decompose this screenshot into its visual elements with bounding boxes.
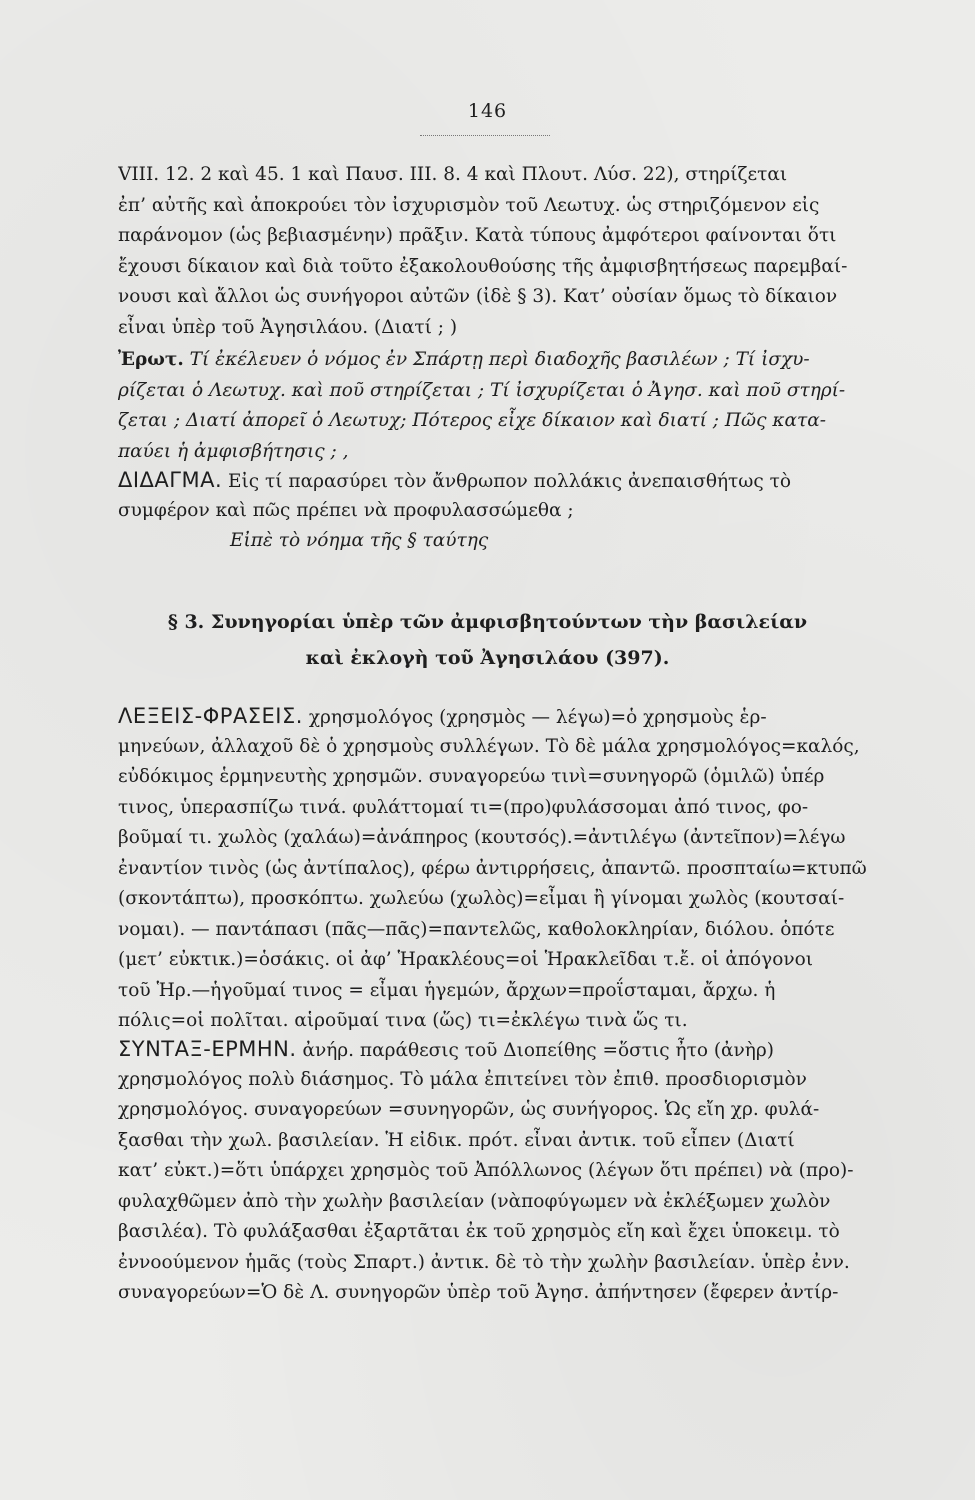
syntax-line: χρησμολόγος. συναγορεύων =συνηγορῶν, ὡς συνήγορος. Ὡς εἴη χρ. φυλά- (118, 1099, 820, 1120)
syntax-line: χρησμολόγος πολὺ διάσημος. Τὸ μάλα ἐπιτείνει τὸν ἐπιθ. προσδιορισμὸν (118, 1068, 807, 1090)
section-heading-2: καὶ ἐκλογὴ τοῦ Ἀγησιλάου (397). (305, 647, 670, 669)
vocabulary-label: ΛΕΞΕΙΣ-ΦΡΑΣΕΙΣ. (118, 704, 303, 728)
questions-block (118, 345, 878, 467)
lesson-text: συμφέρον καὶ πῶς πρέπει νὰ προφυλασσώμεθα ; (118, 499, 574, 521)
paragraph-intro (118, 160, 878, 343)
section-heading: § 3. Συνηγορίαι ὑπὲρ τῶν ἀμφισβητούντων τὴν βασιλείαν (167, 611, 808, 633)
text-line: VIII. 12. 2 καὶ 45. 1 καὶ Παυσ. ΙΙΙ. 8. 4 καὶ Πλουτ. Λύσ. 22), στηρίζεται (118, 164, 788, 185)
questions-label: Ἐρωτ. (118, 349, 184, 370)
question-line: ρίζεται ὁ Λεωτυχ. καὶ ποῦ στηρίζεται ; Τί ἰσχυρίζεται ὁ Ἀγησ. καὶ ποῦ στηρί- (118, 379, 846, 401)
vocabulary-line: ἐναντίον τινὸς (ὡς ἀντίπαλος), φέρω ἀντιρρήσεις, ἀπαντῶ. προσπταίω=κτυπῶ (118, 857, 867, 879)
vocabulary-line: πόλις=οἱ πολῖται. αἱροῦμαί τινα (ὥς) τι=ἐκλέγω τινὰ ὥς τι. (118, 1010, 688, 1031)
page-number-rule (420, 135, 550, 136)
vocabulary-line: μηνεύων, ἀλλαχοῦ δὲ ὁ χρησμοὺς συλλέγων. Τὸ δὲ μάλα χρησμολόγος=καλός, (118, 735, 860, 757)
text-line: νουσι καὶ ἄλλοι ὡς συνήγοροι αὐτῶν (ἰδὲ § 3). Κατ’ οὐσίαν ὅμως τὸ δίκαιον (118, 286, 838, 307)
lesson-block (118, 465, 878, 557)
vocabulary-line: βοῦμαί τι. χωλὸς (χαλάω)=ἀνάπηρος (κουτσός).=ἀντιλέγω (ἀντεῖπον)=λέγω (118, 827, 846, 848)
question-line (118, 345, 878, 376)
vocabulary-text: χρησμολόγος (χρησμὸς — λέγω)=ὁ χρησμοὺς ἑρ- (308, 707, 767, 728)
vocabulary-line: νομαι). — παντάπασι (πᾶς—πᾶς)=παντελῶς, καθολοκληρίαν, διόλου. ὁπότε (118, 918, 835, 940)
text-line: παράνομον (ὡς βεβιασμένην) πρᾶξιν. Κατὰ τύπους ἀμφότεροι φαίνονται ὅτι (118, 225, 837, 246)
question-line: ζεται ; Διατί ἀπορεῖ ὁ Λεωτυχ; Πότερος εἶχε δίκαιον καὶ διατί ; Πῶς κατα- (118, 410, 826, 431)
vocabulary-line: τινος, ὑπερασπίζω τινά. φυλάττομαί τι=(προ)φυλάσσομαι ἀπό τινος, φο- (118, 796, 809, 818)
vocabulary-line: εὐδόκιμος ἑρμηνευτὴς χρησμῶν. συναγορεύω τινὶ=συνηγορῶ (ὁμιλῶ) ὑπέρ (118, 766, 825, 787)
syntax-label: ΣΥΝΤΑΞ-ΕΡΜΗΝ. (118, 1037, 297, 1061)
text-line: ἐπ’ αὐτῆς καὶ ἀποκρούει τὸν ἰσχυρισμὸν τοῦ Λεωτυχ. ὡς στηριζόμενον εἰς (118, 194, 820, 216)
question-line: παύει ἡ ἀμφισβήτησις ; , (118, 440, 349, 462)
syntax-line: φυλαχθῶμεν ἀπὸ τὴν χωλὴν βασιλείαν (νὰποφύγωμεν νὰ ἐκλέξωμεν χωλὸν (118, 1190, 831, 1212)
syntax-block (118, 1034, 878, 1309)
syntax-line: κατ’ εὐκτ.)=ὅτι ὑπάρχει χρησμὸς τοῦ Ἀπόλλωνος (λέγων ὅτι πρέπει) νὰ (προ)- (118, 1160, 854, 1181)
syntax-line: ἐννοούμενον ἡμᾶς (τοὺς Σπαρτ.) ἀντικ. δὲ τὸ τὴν χωλὴν βασιλείαν. ὑπὲρ ἐνν. (118, 1251, 850, 1273)
lesson-instruction: Εἰπὲ τὸ νόημα τῆς § ταύτης (230, 530, 489, 551)
page-number: 146 (467, 100, 508, 122)
vocabulary-line: τοῦ Ἡρ.—ἡγοῦμαί τινος = εἶμαι ἡγεμών, ἄρχων=προΐσταμαι, ἄρχω. ἡ (118, 979, 776, 1001)
text-line: εἶναι ὑπὲρ τοῦ Ἀγησιλάου. (Διατί ; ) (118, 316, 458, 338)
vocabulary-line: (σκοντάπτω), προσκόπτω. χωλεύω (χωλὸς)=εἶμαι ἢ γίνομαι χωλὸς (κουτσαί- (118, 888, 845, 909)
syntax-line: συναγορεύων=Ὁ δὲ Λ. συνηγορῶν ὑπὲρ τοῦ Ἀγησ. ἀπήντησεν (ἔφερεν ἀντίρ- (118, 1282, 839, 1303)
vocabulary-block (118, 701, 878, 1037)
lesson-text: Εἰς τί παρασύρει τὸν ἄνθρωπον πολλάκις ἀνεπαισθήτως τὸ (228, 471, 791, 492)
lesson-label: ΔΙΔΑΓΜΑ. (118, 468, 223, 492)
text-line: ἔχουσι δίκαιον καὶ διὰ τοῦτο ἐξακολουθούσης τῆς ἀμφισβητήσεως παρεμβαί- (118, 255, 848, 277)
question-text: Τί ἐκέλευεν ὁ νόμος ἐν Σπάρτῃ περὶ διαδοχῆς βασιλέων ; Τί ἰσχυ- (189, 349, 810, 370)
vocabulary-line: (μετ’ εὐκτικ.)=ὁσάκις. οἱ ἀφ’ Ἡρακλέους=οἱ Ἡρακλεῖδαι τ.ἔ. οἱ ἀπόγονοι (118, 949, 813, 970)
syntax-line: βασιλέα). Τὸ φυλάξασθαι ἐξαρτᾶται ἐκ τοῦ χρησμὸς εἴη καὶ ἔχει ὑποκειμ. τὸ (118, 1221, 840, 1242)
syntax-text: ἀνήρ. παράθεσις τοῦ Διοπείθης =ὅστις ἦτο (ἀνὴρ) (302, 1040, 774, 1061)
syntax-line: ξασθαι τὴν χωλ. βασιλείαν. Ἡ εἰδικ. πρότ. εἶναι ἀντικ. τοῦ εἶπεν (Διατί (118, 1129, 795, 1151)
